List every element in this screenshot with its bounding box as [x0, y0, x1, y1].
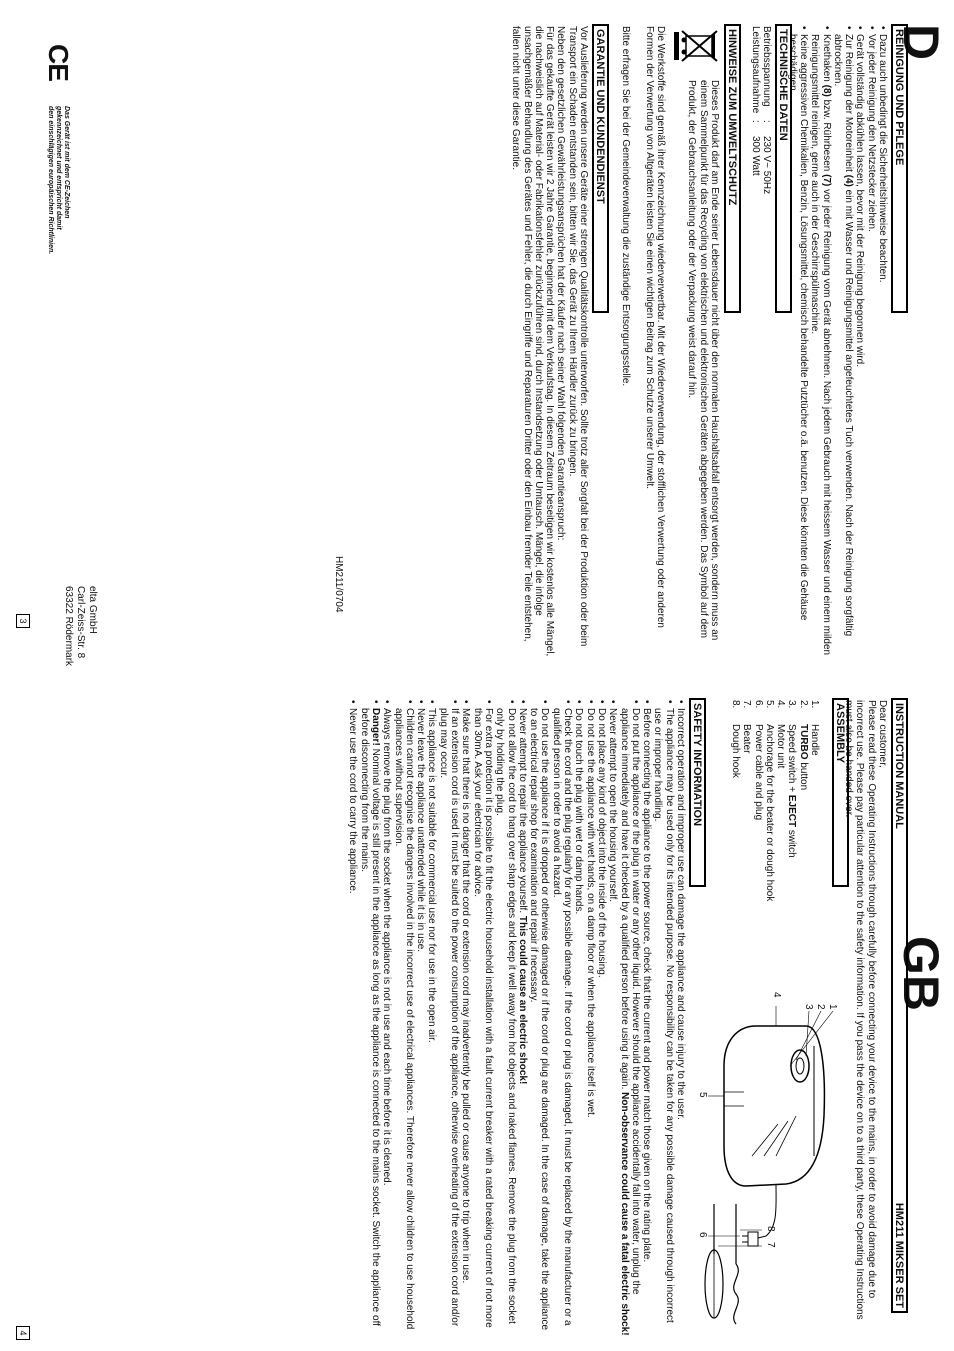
diagram-label: 3 — [803, 1004, 814, 1010]
environment-text-3: Bitte erfragen Sie bei der Gemeindeverwaltung die zuständige Entsorgungsstelle. — [620, 26, 631, 387]
page-number: 3 — [16, 614, 30, 628]
list-item: • Never use the cord to carry the appliance. — [347, 700, 358, 1336]
section-title-assembly: ASSEMBLY — [832, 698, 849, 887]
environment-text: Dieses Produkt darf am Ende seiner Lebensdauer nicht über den normalen Haushaltsabfall entsorgt werden, sondern muss an einem Sammelpunkt für das Recycling von elektrischen und elektronischen Geräten abgegeben werden. Das Symbol auf dem Produkt, der Gebrauchsanleitung oder der Verpackung weist darauf hin. — [686, 80, 720, 641]
section-title-warranty: GARANTIE UND KUNDENDIENST — [592, 24, 609, 313]
technical-data-table — [749, 26, 772, 326]
list-item: • For extra protection it is possible to fit the electric household installation with a fault current breaker with a rated breaking current of not more than 30mA. Ask your electrician for advice. — [471, 700, 494, 1336]
section-title-technical-data: TECHNISCHE DATEN — [775, 24, 792, 313]
ce-note: Das Gerät ist mit dem CE-Zeichen gekennzeichnet und entspricht damit den einschlägigen europäischen Richtlinien. — [47, 106, 70, 255]
cleaning-list — [786, 26, 888, 662]
diagram-label: 2 — [815, 1004, 826, 1010]
list-item: 8. Dough hook — [729, 700, 741, 778]
list-item: 3. Speed switch + EJECT switch — [786, 700, 798, 858]
list-item: • If an extension cord is used it must be suited to the power consumption of the appliance, otherwise overheating of the extension cord and/or plug may occur. — [437, 700, 460, 1336]
list-item: • Incorrect operation and improper use can damage the appliance and cause injury to the user. — [675, 700, 686, 1336]
manual-title: INSTRUCTION MANUAL — [893, 703, 905, 829]
language-letter-de: D — [893, 24, 949, 61]
list-item: • Keine aggressiven Chemikalien, Benzin, Lösungsmittel, chemisch behandelte Putztücher o.ä. benutzen. Diese könnten die Gehäuse beschädigen. — [786, 26, 809, 662]
intro-text: Dear customer, Please read these Operating Instructions through carefully before connecting your device to the mains, in order to avoid damage due to incorrect use. Please pay particular attention to the safety information. If you pass the device on to a third party, these Operating Instructions must also be handed over. — [843, 700, 888, 1320]
diagram-label: 6 — [697, 1232, 708, 1238]
list-item: • Zur Reinigung der Motoreinheit (4) ein mit Wasser und Reinigungsmittel angefeuchtetes Tuch verwenden. Nach der Reinigung sorgfältig abtrocknen. — [832, 26, 855, 662]
list-item: 2. TURBO button — [797, 700, 809, 791]
diagram-label: 5 — [697, 1092, 708, 1098]
list-item: • Never leave the appliance unattended while it is in use. — [415, 700, 426, 1336]
list-item: • Do not use the appliance with wet hands, on a damp floor or when the appliance itself is wet. — [584, 700, 595, 1336]
list-item: • Danger! Nominal voltage is still present in the appliance as long as the appliance is connected to the mains socket. Switch the appliance off before disconnecting from the mains. — [358, 700, 381, 1336]
manufacturer-address: elta GmbH Carl-Zeiss-Str. 8 63322 Rödermark — [63, 586, 98, 667]
list-item: • Dazu auch unbedingt die Sicherheitshinweise beachten. — [877, 26, 888, 662]
instruction-manual-header — [891, 698, 908, 1313]
diagram-label: 8 — [765, 1226, 776, 1232]
section-title-safety: SAFETY INFORMATION — [689, 698, 706, 887]
list-item: 4. Motor unit — [775, 700, 787, 769]
parts-list — [730, 700, 820, 940]
list-item: • Do not allow the cord to hang over sharp edges and keep it well away from hot objects and naked flames. Remove the plug from the socket only by holding the plug. — [494, 700, 517, 1336]
list-item: 5. Anchorage for the beater or dough hook — [763, 700, 775, 902]
list-item: • The appliance may be used only for its intended purpose. No responsibility can be taken for any possible damage caused through incorrect use or improper handling. — [652, 700, 675, 1336]
list-item: • Children cannot recognise the dangers involved in the incorrect use of electrical appliances. Therefore never allow children to use household appliances without supervision. — [392, 700, 415, 1336]
list-item: • Check the cord and the plug regularly for any possible damage. If the cord or plug is damaged, it must be replaced by the manufacturer or a qualified person in order to avoid a hazard. — [550, 700, 573, 1336]
list-item: • Knethaken (8) bzw. Rührbesen (7) vor jeder Reinigung vom Gerät abnehmen. Nach jedem Gebrauch mit heissem Wasser und einem milden Reinigungsmittel reinigen, gerne auch in der Geschirrspülmaschine. — [809, 26, 832, 662]
list-item: • Never attempt to repair the appliance yourself. This could cause an electric shock! — [517, 700, 528, 1336]
list-item: • Do not touch the plug with wet or damp hands. — [573, 700, 584, 1336]
list-item: • Make sure that there is no danger that the cord or extension cord may inadvertently be pulled or cause anyone to trip when in use. — [460, 700, 471, 1336]
section-title-cleaning: REINIGUNG UND PFLEGE — [891, 24, 908, 313]
list-item: • Before connecting the appliance to the power source, check that the current and power match those given on the rating plate. — [641, 700, 652, 1336]
section-title-environment: HINWEISE ZUM UMWELTSCHUTZ — [724, 24, 741, 313]
list-item: • Gerät vollständig abkühlen lassen, bevor mit der Reinigung begonnen wird. — [854, 26, 865, 662]
ce-mark-icon: CE — [43, 44, 74, 81]
list-item: 6. Power cable and plug — [752, 700, 764, 821]
warranty-text: Vor Auslieferung werden unsere Geräte einer strengen Qualitätskontrolle unterworfen. Sollte trotz aller Sorgfalt bei der Produktion oder beim Transport ein Schaden entstanden sein, bitten wir Sie, das Gerät zu Ihrem Händler zurück zu bringen. Neben den gesetzlichen Gewährleistungsansprüchen hat der Käufer nach seiner Wahl folgenden Garantieanspruch: Für das gekaufte Gerät leisten wir 2 Jahre Garantie, beginnend mit dem Verkaufstag. In diesem Zeitraum beseitigen wir kostenlos alle Mängel, die nachweislich auf Material- oder Fabrikationsfehler zurückzuführen sind, durch Instandsetzung oder Umtausch. Mängel, die infolge unsachgemäßer Behandlung des Gerätes und Fehler, die durch Eingriffe und Reparaturen Dritter oder den Einbau fremder Teile entstehen, fallen nicht unter diese Garantie. — [510, 26, 589, 657]
page-number: 4 — [16, 1326, 30, 1340]
beater-hook-diagram — [696, 1204, 776, 1334]
diagram-label: 1 — [827, 1004, 838, 1010]
diagram-label: 7 — [765, 1242, 776, 1248]
list-item: • Do not place any kind of object into the inside of the housing. — [596, 700, 607, 1336]
model-code: HM211/0704 — [333, 556, 344, 613]
list-item: • Never attempt to open the housing yourself. — [607, 700, 618, 1336]
list-item: • Always remove the plug from the socket when the appliance is not in use and each time before it is cleaned. — [381, 700, 392, 1336]
table-row: Betriebsspannung : 230 V~ 50Hz — [761, 26, 772, 195]
product-title: HM211 MIKSER SET — [893, 1202, 905, 1308]
safety-list — [347, 700, 686, 1336]
weee-bin-icon — [674, 28, 718, 64]
diagram-label: 4 — [771, 992, 782, 998]
list-item: • Vor jeder Reinigung den Netzstecker ziehen. — [865, 26, 876, 662]
list-item: • This appliance is not suitable for commercial use nor for use in the open air. — [426, 700, 437, 1336]
list-item: 7. Beater — [741, 700, 753, 754]
language-letter-gb: GB — [893, 936, 949, 1011]
page-gb — [0, 676, 954, 1351]
table-row: Leistungsaufnahme : 300 Watt — [749, 26, 761, 176]
environment-text-2: Die Werkstoffe sind gemäß ihrer Kennzeichnung wiederverwertbar. Mit der Wiederverwendung, der stofflichen Verwertung oder anderen Formen der Verwertung von Altgeräten leisten Sie einen wichtigen Beitrag zum Schutze unserer Umwelt. — [643, 26, 666, 628]
list-item: • Do not put the appliance or the plug in water or any other liquid. However should the appliance accidentally fall into water, unplug the appliance immediately and have it checked by a qualified person before using it again. Non-observance could cause a fatal electric shock! — [618, 700, 641, 1336]
list-item: 1. Handle — [809, 700, 820, 756]
list-item: • Do not use the appliance if it is dropped or otherwise damaged or if the cord or plug are damaged. In the case of damage, take the appliance to an electrical repair shop for examination and repair if necessary. — [528, 700, 551, 1336]
